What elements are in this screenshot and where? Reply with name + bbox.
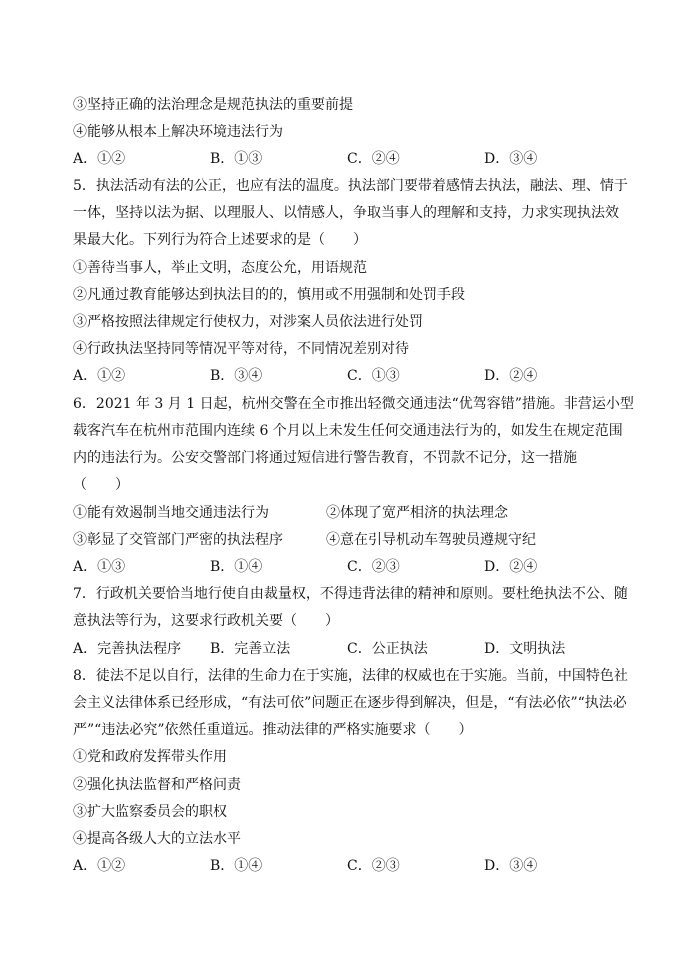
q4-option-d: D．③④ (484, 151, 538, 167)
q5-option-c: C．①③ (347, 368, 400, 384)
q4-item-3: ③坚持正确的法治理念是规范执法的重要前提 (73, 97, 353, 113)
q6-option-b: B．①④ (210, 559, 263, 575)
q5-stem-line-1: 5．执法活动有法的公正，也应有法的温度。执法部门要带着感情去执法，融法、理、情于 (73, 178, 628, 194)
q8-item-4: ④提高各级人大的立法水平 (73, 831, 241, 847)
q4-option-a: A．①② (73, 151, 126, 167)
q8-option-c: C．②③ (347, 858, 400, 874)
q5-option-b: B．③④ (210, 368, 263, 384)
q8-stem-line-1: 8．徒法不足以自行，法律的生命力在于实施，法律的权威也在于实施。当前，中国特色社 (73, 668, 628, 684)
q5-stem-line-2: 一体，坚持以法为据、以理服人、以情感人，争取当事人的理解和支持，力求实现执法效 (73, 205, 619, 221)
q6-stem-line-1: 6．2021 年 3 月 1 日起，杭州交警在全市推出轻微交通违法“优驾容错”措施。非营运小型 (73, 396, 634, 412)
q6-option-d: D．②④ (484, 559, 538, 575)
q8-option-b: B．①④ (210, 858, 263, 874)
q8-item-2: ②强化执法监督和严格问责 (73, 777, 241, 793)
q8-option-d: D．③④ (484, 858, 538, 874)
q7-option-a: A．完善执法程序 (73, 641, 182, 657)
q6-stem-line-2: 载客汽车在杭州市范围内连续 6 个月以上未发生任何交通违法行为的，如发生在规定范围 (73, 423, 623, 439)
q6-item-3: ③彰显了交管部门严密的执法程序 (73, 532, 283, 548)
q7-option-c: C．公正执法 (347, 641, 428, 657)
q5-stem-line-3: 果最大化。下列行为符合上述要求的是（ ） (73, 232, 367, 248)
q4-option-b: B．①③ (210, 151, 263, 167)
q5-item-3: ③严格按照法律规定行使权力，对涉案人员依法进行处罚 (73, 314, 423, 330)
q5-item-4: ④行政执法坚持同等情况平等对待，不同情况差别对待 (73, 341, 409, 357)
q6-stem-line-3: 内的违法行为。公安交警部门将通过短信进行警告教育，不罚款不记分，这一措施 (73, 450, 577, 466)
q6-item-4: ④意在引导机动车驾驶员遵规守纪 (326, 532, 536, 548)
q7-stem-line-2: 意执法等行为，这要求行政机关要（ ） (73, 613, 339, 629)
q7-stem-line-1: 7．行政机关要恰当地行使自由裁量权，不得违背法律的精神和原则。要杜绝执法不公、随 (73, 586, 628, 602)
q8-item-1: ①党和政府发挥带头作用 (73, 749, 227, 765)
q6-item-2: ②体现了宽严相济的执法理念 (326, 505, 508, 521)
q4-option-c: C．②④ (347, 151, 400, 167)
q6-item-1: ①能有效遏制当地交通违法行为 (73, 505, 269, 521)
q6-option-c: C．②③ (347, 559, 400, 575)
q8-item-3: ③扩大监察委员会的职权 (73, 804, 227, 820)
q8-stem-line-2: 会主义法律体系已经形成，“有法可依”问题正在逐步得到解决，但是，“有法必依”“执法必 (73, 695, 627, 711)
q6-option-a: A．①③ (73, 559, 126, 575)
q4-item-4: ④能够从根本上解决环境违法行为 (73, 124, 283, 140)
q6-stem-line-4: （ ） (73, 477, 129, 493)
q7-option-d: D．文明执法 (484, 641, 566, 657)
q5-option-d: D．②④ (484, 368, 538, 384)
q5-item-2: ②凡通过教育能够达到执法目的的，慎用或不用强制和处罚手段 (73, 287, 465, 303)
q5-option-a: A．①② (73, 368, 126, 384)
q5-item-1: ①善待当事人，举止文明，态度公允，用语规范 (73, 260, 367, 276)
q8-option-a: A．①② (73, 858, 126, 874)
q7-option-b: B．完善立法 (210, 641, 291, 657)
q8-stem-line-3: 严”“违法必究”依然任重道远。推动法律的严格实施要求（ ） (73, 722, 473, 738)
